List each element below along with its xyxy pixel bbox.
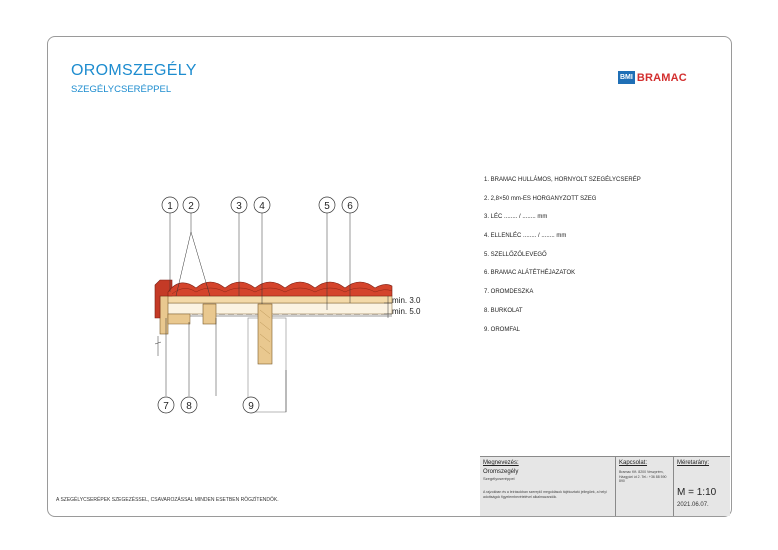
title-block-contact xyxy=(615,457,674,516)
callout-3-label: 3 xyxy=(236,201,242,212)
callout-4 xyxy=(254,197,270,213)
legend-item: 7. OROMDESZKA xyxy=(484,289,534,296)
legend-item: 1. BRAMAC HULLÁMOS, HORNYOLT SZEGÉLYCSERÉP xyxy=(484,177,641,183)
callout-5-label: 5 xyxy=(324,201,330,212)
callout-7-label: 7 xyxy=(163,401,169,412)
callout-1-label: 1 xyxy=(167,201,173,212)
title-block xyxy=(480,456,730,516)
callout-9 xyxy=(243,397,259,413)
callout-4-label: 4 xyxy=(259,201,265,212)
callout-2-label: 2 xyxy=(188,201,194,212)
page-title: OROMSZEGÉLY xyxy=(71,62,197,79)
callout-7 xyxy=(158,397,174,413)
callout-3 xyxy=(231,197,247,213)
footnote: A SZEGÉLYCSERÉPEK SZEGEZÉSSEL, CSAVAROZÁSSAL MINDEN ESETBEN RÖGZÍTENDŐK. xyxy=(56,497,279,503)
callout-9-label: 9 xyxy=(248,401,254,412)
callout-1 xyxy=(162,197,178,213)
contact-text: Bramac Kft. 8200 Veszprém, Házgyári út 2. Tel.: +36 88 590 890 xyxy=(619,470,667,483)
legend-item: 3. LÉC ........ / ........ mm xyxy=(484,214,548,221)
contact-label: Kapcsolat: xyxy=(619,460,648,466)
logo-bmi: BMI xyxy=(618,71,635,84)
drawing-name-sub: Szegélycseréppel xyxy=(483,476,515,481)
callout-6 xyxy=(342,197,358,213)
legend-item: 5. SZELLŐZŐLEVEGŐ xyxy=(484,251,547,258)
title-block-scale xyxy=(673,457,731,516)
callout-5 xyxy=(319,197,335,213)
title-block-name xyxy=(480,457,615,516)
legend-item: 2. 2,8×50 mm-ES HORGANYZOTT SZEG xyxy=(484,195,597,202)
page-subtitle: SZEGÉLYCSERÉPPEL xyxy=(71,84,172,95)
callout-8 xyxy=(181,397,197,413)
drawing-date: 2021.06.07. xyxy=(677,502,709,508)
drawing-name: Oromszegély xyxy=(483,469,519,475)
callout-6-label: 6 xyxy=(347,201,353,212)
legend-item: 8. BURKOLAT xyxy=(484,307,523,314)
legend-list xyxy=(484,176,641,344)
legend-item: 4. ELLENLÉC ........ / ........ mm xyxy=(484,233,567,240)
dimension-lower: min. 5.0 xyxy=(392,307,421,316)
logo-bramac: BRAMAC xyxy=(636,71,687,84)
callout-2 xyxy=(183,197,199,213)
name-label: Megnevezés: xyxy=(483,460,519,466)
scale-label: Méretarány: xyxy=(677,460,710,466)
name-note: A rajzokban és a leírásokban szereplő megoldások tájékoztató jellegűek, a helyi adottságok figyelembevételével alkalmazandók. xyxy=(483,490,607,499)
dimension-upper: min. 3.0 xyxy=(392,296,421,305)
legend-item: 6. BRAMAC ALÁTÉTHÉJAZATOK xyxy=(484,270,576,277)
callout-8-label: 8 xyxy=(186,401,192,412)
legend-item: 9. OROMFAL xyxy=(484,326,521,333)
scale-value: M = 1:10 xyxy=(677,487,717,498)
